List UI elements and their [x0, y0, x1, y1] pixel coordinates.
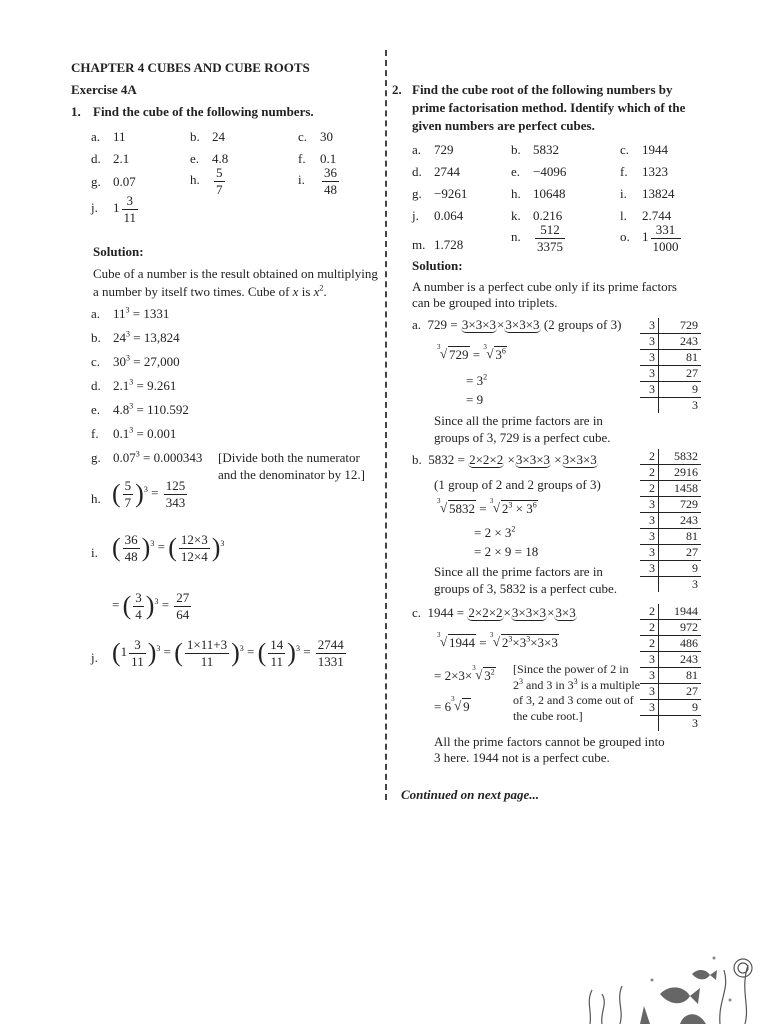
division-row: [640, 513, 701, 529]
q2-item: [511, 163, 566, 181]
q2b-step-2: = 2 × 9 = 18: [474, 544, 539, 559]
q1-answer-h-label: h.: [91, 491, 101, 506]
item-label: f.: [298, 151, 306, 166]
item-label: l.: [620, 208, 627, 223]
answer-label: d.: [91, 378, 101, 393]
prime-divisor: 3: [640, 350, 659, 366]
answer-label: a.: [91, 306, 101, 321]
prime-divisor: 2: [640, 620, 659, 636]
answer-exponent: 3: [125, 305, 130, 315]
q2-intro-line-2: can be grouped into triplets.: [412, 295, 558, 310]
item-fraction: [214, 165, 225, 197]
prime-divisor: 3: [640, 366, 659, 382]
q1-solution-label: Solution:: [93, 244, 144, 259]
item-label: i.: [298, 172, 305, 188]
item-label: a.: [91, 129, 101, 144]
answer-base: 2.1: [113, 378, 130, 393]
item-value: 729: [434, 142, 454, 157]
quotient: 729: [659, 497, 702, 513]
item-value: 24: [212, 129, 225, 144]
q1-item: [91, 150, 129, 168]
quotient: 243: [659, 513, 702, 529]
q2a-division-table: [640, 318, 701, 413]
item-label: e.: [190, 151, 200, 166]
prime-divisor: 2: [640, 636, 659, 652]
q1-answer-j: (1 $\frac{3}{11}$ )$^3$ = ( $\frac{1\times 11+3}{11}$ )$^3$ = ( $\frac{14}{11}$ )$^3$ = $\frac{2744}{1331}$: [112, 637, 344, 669]
division-row: [640, 465, 701, 481]
division-row: [640, 449, 701, 465]
rock-icon: [640, 1006, 650, 1024]
item-fraction: [122, 193, 139, 225]
q2c-step-2: = 6 3 √ 9: [434, 695, 470, 714]
q1-answer-i-line-2: = ( $\frac{3}{4}$ )$^3$ = $\frac{27}{64}$: [112, 590, 190, 622]
item-value: 0.064: [434, 208, 464, 223]
division-row: [640, 545, 701, 561]
answer-label: c.: [91, 354, 101, 369]
answer-exponent: 3: [129, 401, 134, 411]
q2a-factorisation: a. 729 = 3×3×3×3×3×3 (2 groups of 3): [412, 317, 622, 332]
q1-answer-i-label: i.: [91, 545, 98, 560]
division-row: [640, 481, 701, 497]
answer-label: g.: [91, 450, 101, 465]
q2c-step-1: = 2×3× 3 √ $3^2$: [434, 664, 495, 683]
quotient: 243: [659, 652, 702, 668]
prime-divisor: 2: [640, 481, 659, 497]
prime-divisor: 3: [640, 668, 659, 684]
answer-label: b.: [91, 330, 101, 345]
quotient: 81: [659, 668, 702, 684]
q2-item: [511, 141, 559, 159]
item-value: −9261: [434, 186, 468, 201]
answer-result: = 27,000: [130, 354, 180, 369]
answer-base: 24: [113, 330, 126, 345]
division-row: [640, 636, 701, 652]
q2a-root: 3 √ 729 = 3 √ $3^6$: [437, 343, 506, 362]
item-label: c.: [620, 142, 630, 157]
item-label: j.: [91, 200, 98, 216]
item-value: 1.728: [434, 237, 464, 252]
prime-divisor: 2: [640, 449, 659, 465]
item-value: 1944: [642, 142, 668, 157]
division-row: [640, 668, 701, 684]
item-value: 1323: [642, 164, 668, 179]
quotient: 1944: [659, 604, 702, 620]
seaweed-stalk: [620, 986, 622, 1024]
answer-base: 4.8: [113, 402, 130, 417]
prime-divisor: 3: [640, 652, 659, 668]
q2-text-line-3: given numbers are perfect cubes.: [412, 118, 595, 133]
quotient: 9: [659, 700, 702, 716]
answer-exponent: 3: [135, 449, 140, 459]
answer-label: e.: [91, 402, 101, 417]
answer-base: 0.07: [113, 450, 136, 465]
q1-answer-i-line-1: ( $\frac{36}{48}$ )$^3$ = ( $\frac{12\times 3}{12\times 4}$ )$^3$: [112, 532, 225, 564]
g-note-line-2: and the denominator by 12.]: [218, 467, 365, 482]
item-value: 2.744: [642, 208, 672, 223]
seaweed-stalk: [745, 965, 748, 1024]
division-row: [640, 620, 701, 636]
item-label: j.: [412, 208, 419, 223]
item-label: i.: [620, 186, 627, 201]
numerator: 512: [535, 222, 565, 239]
item-label: e.: [511, 164, 521, 179]
q2b-conclusion-2: groups of 3, 5832 is a perfect cube.: [434, 581, 618, 596]
quotient: 486: [659, 636, 702, 652]
division-row: [640, 529, 701, 545]
quotient: 2916: [659, 465, 702, 481]
item-label: d.: [412, 164, 422, 179]
q2-item: [412, 236, 463, 254]
answer-exponent: 3: [129, 425, 134, 435]
prime-divisor: [640, 577, 659, 593]
item-value: 0.1: [320, 151, 337, 166]
q2-item: [412, 207, 463, 225]
item-value: 11: [113, 129, 126, 144]
quotient: 81: [659, 350, 702, 366]
item-label: h.: [190, 172, 200, 188]
answer-base: 30: [113, 354, 126, 369]
division-row: [640, 604, 701, 620]
q1-item: [298, 128, 333, 146]
q2-solution-label: Solution:: [412, 258, 463, 273]
q2-item: [511, 185, 566, 203]
prime-divisor: [640, 716, 659, 732]
division-row: [640, 318, 701, 334]
seaweed-stalk: [602, 994, 605, 1024]
item-whole: 1: [642, 229, 649, 245]
answer-result: = 1331: [129, 306, 170, 321]
item-label: g.: [412, 186, 422, 201]
denominator: 1000: [652, 238, 679, 254]
division-row: [640, 684, 701, 700]
quotient: 972: [659, 620, 702, 636]
q2c-conclusion-2: 3 here. 1944 not is a perfect cube.: [434, 750, 610, 765]
item-value: 5832: [533, 142, 559, 157]
denominator: 7: [216, 181, 223, 197]
item-value: 2.1: [113, 151, 130, 166]
q1-answer: [91, 425, 176, 443]
prime-divisor: 3: [640, 318, 659, 334]
q2-item: [620, 185, 675, 203]
item-label: h.: [511, 186, 521, 201]
q2c-note: [Since the power of 2 in $2^3$ and 3 in $3^3$ is a multiple of 3, 2 and 3 come out of the cube root.]: [513, 662, 640, 723]
q1-answer: [91, 353, 180, 371]
prime-divisor: 3: [640, 497, 659, 513]
item-value: 0.07: [113, 174, 136, 189]
numerator: 36: [324, 165, 337, 180]
quotient: 9: [659, 382, 702, 398]
answer-label: f.: [91, 426, 99, 441]
answer-base: 11: [113, 306, 126, 321]
q2b-step-1: = $2 \times 3^2$: [474, 524, 516, 540]
q1-item: [91, 173, 136, 191]
q2b-root: 3 √ 5832 = 3 √ $2^3 \times 3^6$: [437, 497, 537, 516]
prime-divisor: 3: [640, 545, 659, 561]
item-fraction: [322, 165, 339, 197]
quotient: 3: [692, 716, 698, 730]
prime-divisor: 2: [640, 604, 659, 620]
item-value: 10648: [533, 186, 566, 201]
fish-icon: [660, 987, 700, 1004]
q1-number: 1.: [71, 104, 81, 119]
seaweed-stalk: [720, 970, 726, 1024]
numerator: 331: [651, 222, 681, 239]
q1-intro-line-2: a number by itself two times. Cube of x is $x^2$.: [93, 283, 327, 299]
quotient: 3: [692, 398, 698, 412]
item-value: 0.216: [533, 208, 563, 223]
item-value: 30: [320, 129, 333, 144]
item-label: d.: [91, 151, 101, 166]
denominator: 48: [324, 181, 337, 197]
item-value: −4096: [533, 164, 567, 179]
q1-item: [298, 165, 341, 197]
prime-divisor: 3: [640, 382, 659, 398]
q2c-division-table: [640, 604, 701, 731]
q2a-conclusion-1: Since all the prime factors are in: [434, 413, 603, 428]
bubble-icon: [729, 999, 732, 1002]
q1-intro-line-1: Cube of a number is the result obtained on multiplying: [93, 266, 378, 281]
item-label: c.: [298, 129, 308, 144]
q1-answer: [91, 329, 180, 347]
item-label: b.: [511, 142, 521, 157]
q1-item: [190, 165, 227, 197]
bubble-icon: [651, 979, 654, 982]
q1-item: [190, 128, 225, 146]
quotient: 3: [692, 577, 698, 591]
chapter-title: CHAPTER 4 CUBES AND CUBE ROOTS: [71, 60, 310, 75]
answer-exponent: 3: [126, 353, 130, 363]
numerator: 3: [122, 193, 139, 210]
quotient: 5832: [659, 449, 702, 465]
q2-item: [412, 163, 460, 181]
q2b-note: (1 group of 2 and 2 groups of 3): [434, 477, 601, 492]
q2-number: 2.: [392, 82, 402, 97]
q1-answer: [91, 449, 202, 467]
numerator: 5: [216, 165, 223, 180]
item-label: m.: [412, 237, 426, 252]
q2-item: [412, 141, 454, 159]
item-label: b.: [190, 129, 200, 144]
q2b-conclusion-1: Since all the prime factors are in: [434, 564, 603, 579]
answer-result: = 0.000343: [139, 450, 203, 465]
quotient: 27: [659, 545, 702, 561]
q2b-division-table: [640, 449, 701, 592]
prime-divisor: 3: [640, 684, 659, 700]
q1-answer: [91, 377, 176, 395]
item-value: 13824: [642, 186, 675, 201]
answer-result: = 110.592: [133, 402, 189, 417]
q2-intro-line-1: A number is a perfect cube only if its prime factors: [412, 279, 677, 294]
quotient: 81: [659, 529, 702, 545]
answer-result: = 9.261: [133, 378, 177, 393]
rock-icon: [680, 1014, 706, 1024]
g-note-line-1: [Divide both the numerator: [218, 450, 360, 465]
denominator: 11: [123, 209, 137, 225]
bubble-icon: [713, 957, 716, 960]
item-label: a.: [412, 142, 422, 157]
prime-divisor: 3: [640, 529, 659, 545]
item-value: 4.8: [212, 151, 229, 166]
q2-item: [412, 185, 467, 203]
item-whole: 1: [113, 200, 120, 216]
shell-icon: [734, 959, 752, 977]
division-row: [640, 350, 701, 366]
q2-item: [620, 141, 668, 159]
answer-base: 0.1: [113, 426, 130, 441]
decorative-seaweed-illustration: [580, 950, 768, 1024]
q2-text-line-1: Find the cube root of the following numbers by: [412, 82, 673, 97]
q1-text: Find the cube of the following numbers.: [93, 104, 314, 119]
q1-item: [91, 128, 126, 146]
division-row: [640, 398, 701, 414]
answer-exponent: 3: [126, 329, 130, 339]
division-row: [640, 700, 701, 716]
prime-divisor: 2: [640, 465, 659, 481]
exercise-title: Exercise 4A: [71, 82, 137, 97]
prime-divisor: 3: [640, 700, 659, 716]
division-row: [640, 577, 701, 593]
q2c-conclusion-1: All the prime factors cannot be grouped into: [434, 734, 665, 749]
division-row: [640, 716, 701, 732]
seaweed-stalk: [589, 990, 592, 1024]
answer-result: = 13,824: [130, 330, 180, 345]
item-label: k.: [511, 208, 521, 223]
division-row: [640, 652, 701, 668]
continued-note: Continued on next page...: [401, 787, 539, 802]
item-fraction: [651, 222, 681, 254]
q1-item: [91, 193, 140, 225]
item-label: n.: [511, 229, 521, 245]
item-label: f.: [620, 164, 628, 179]
prime-divisor: 3: [640, 513, 659, 529]
prime-divisor: 3: [640, 561, 659, 577]
quotient: 1458: [659, 481, 702, 497]
denominator: 3375: [537, 238, 563, 254]
division-row: [640, 366, 701, 382]
answer-exponent: 3: [129, 377, 134, 387]
q2-item: [620, 222, 683, 254]
quotient: 27: [659, 366, 702, 382]
fish-icon: [692, 970, 717, 980]
q2a-conclusion-2: groups of 3, 729 is a perfect cube.: [434, 430, 611, 445]
division-row: [640, 334, 701, 350]
column-divider: [385, 50, 387, 800]
prime-divisor: [640, 398, 659, 414]
q1-answer: [91, 401, 189, 419]
answer-result: = 0.001: [133, 426, 177, 441]
prime-divisor: 3: [640, 334, 659, 350]
q2-text-line-2: prime factorisation method. Identify which of the: [412, 100, 686, 115]
q1-answer-j-label: j.: [91, 650, 98, 665]
division-row: [640, 497, 701, 513]
q2c-factorisation: c. 1944 = 2×2×2×3×3×3×3×3: [412, 605, 576, 620]
q1-answer: [91, 305, 169, 323]
q2a-step-1: = $3^2$: [466, 372, 488, 388]
q2b-factorisation: b. 5832 = 2×2×2 ×3×3×3 ×3×3×3: [412, 452, 597, 467]
quotient: 27: [659, 684, 702, 700]
item-value: 2744: [434, 164, 460, 179]
quotient: 729: [659, 318, 702, 334]
q2c-root: 3 √ 1944 = 3 √ $2^3\times 3^3\times 3\times 3$: [437, 631, 558, 650]
q2a-step-2: = 9: [466, 392, 484, 407]
q2-item: [620, 163, 668, 181]
division-row: [640, 382, 701, 398]
item-fraction: [535, 222, 565, 254]
q2-item: [511, 222, 567, 254]
division-row: [640, 561, 701, 577]
quotient: 243: [659, 334, 702, 350]
item-label: o.: [620, 229, 630, 245]
item-label: g.: [91, 174, 101, 189]
q1-answer-h: ( $\frac{5}{7}$ )$^3$ = $\frac{125}{343}$: [112, 478, 186, 510]
quotient: 9: [659, 561, 702, 577]
